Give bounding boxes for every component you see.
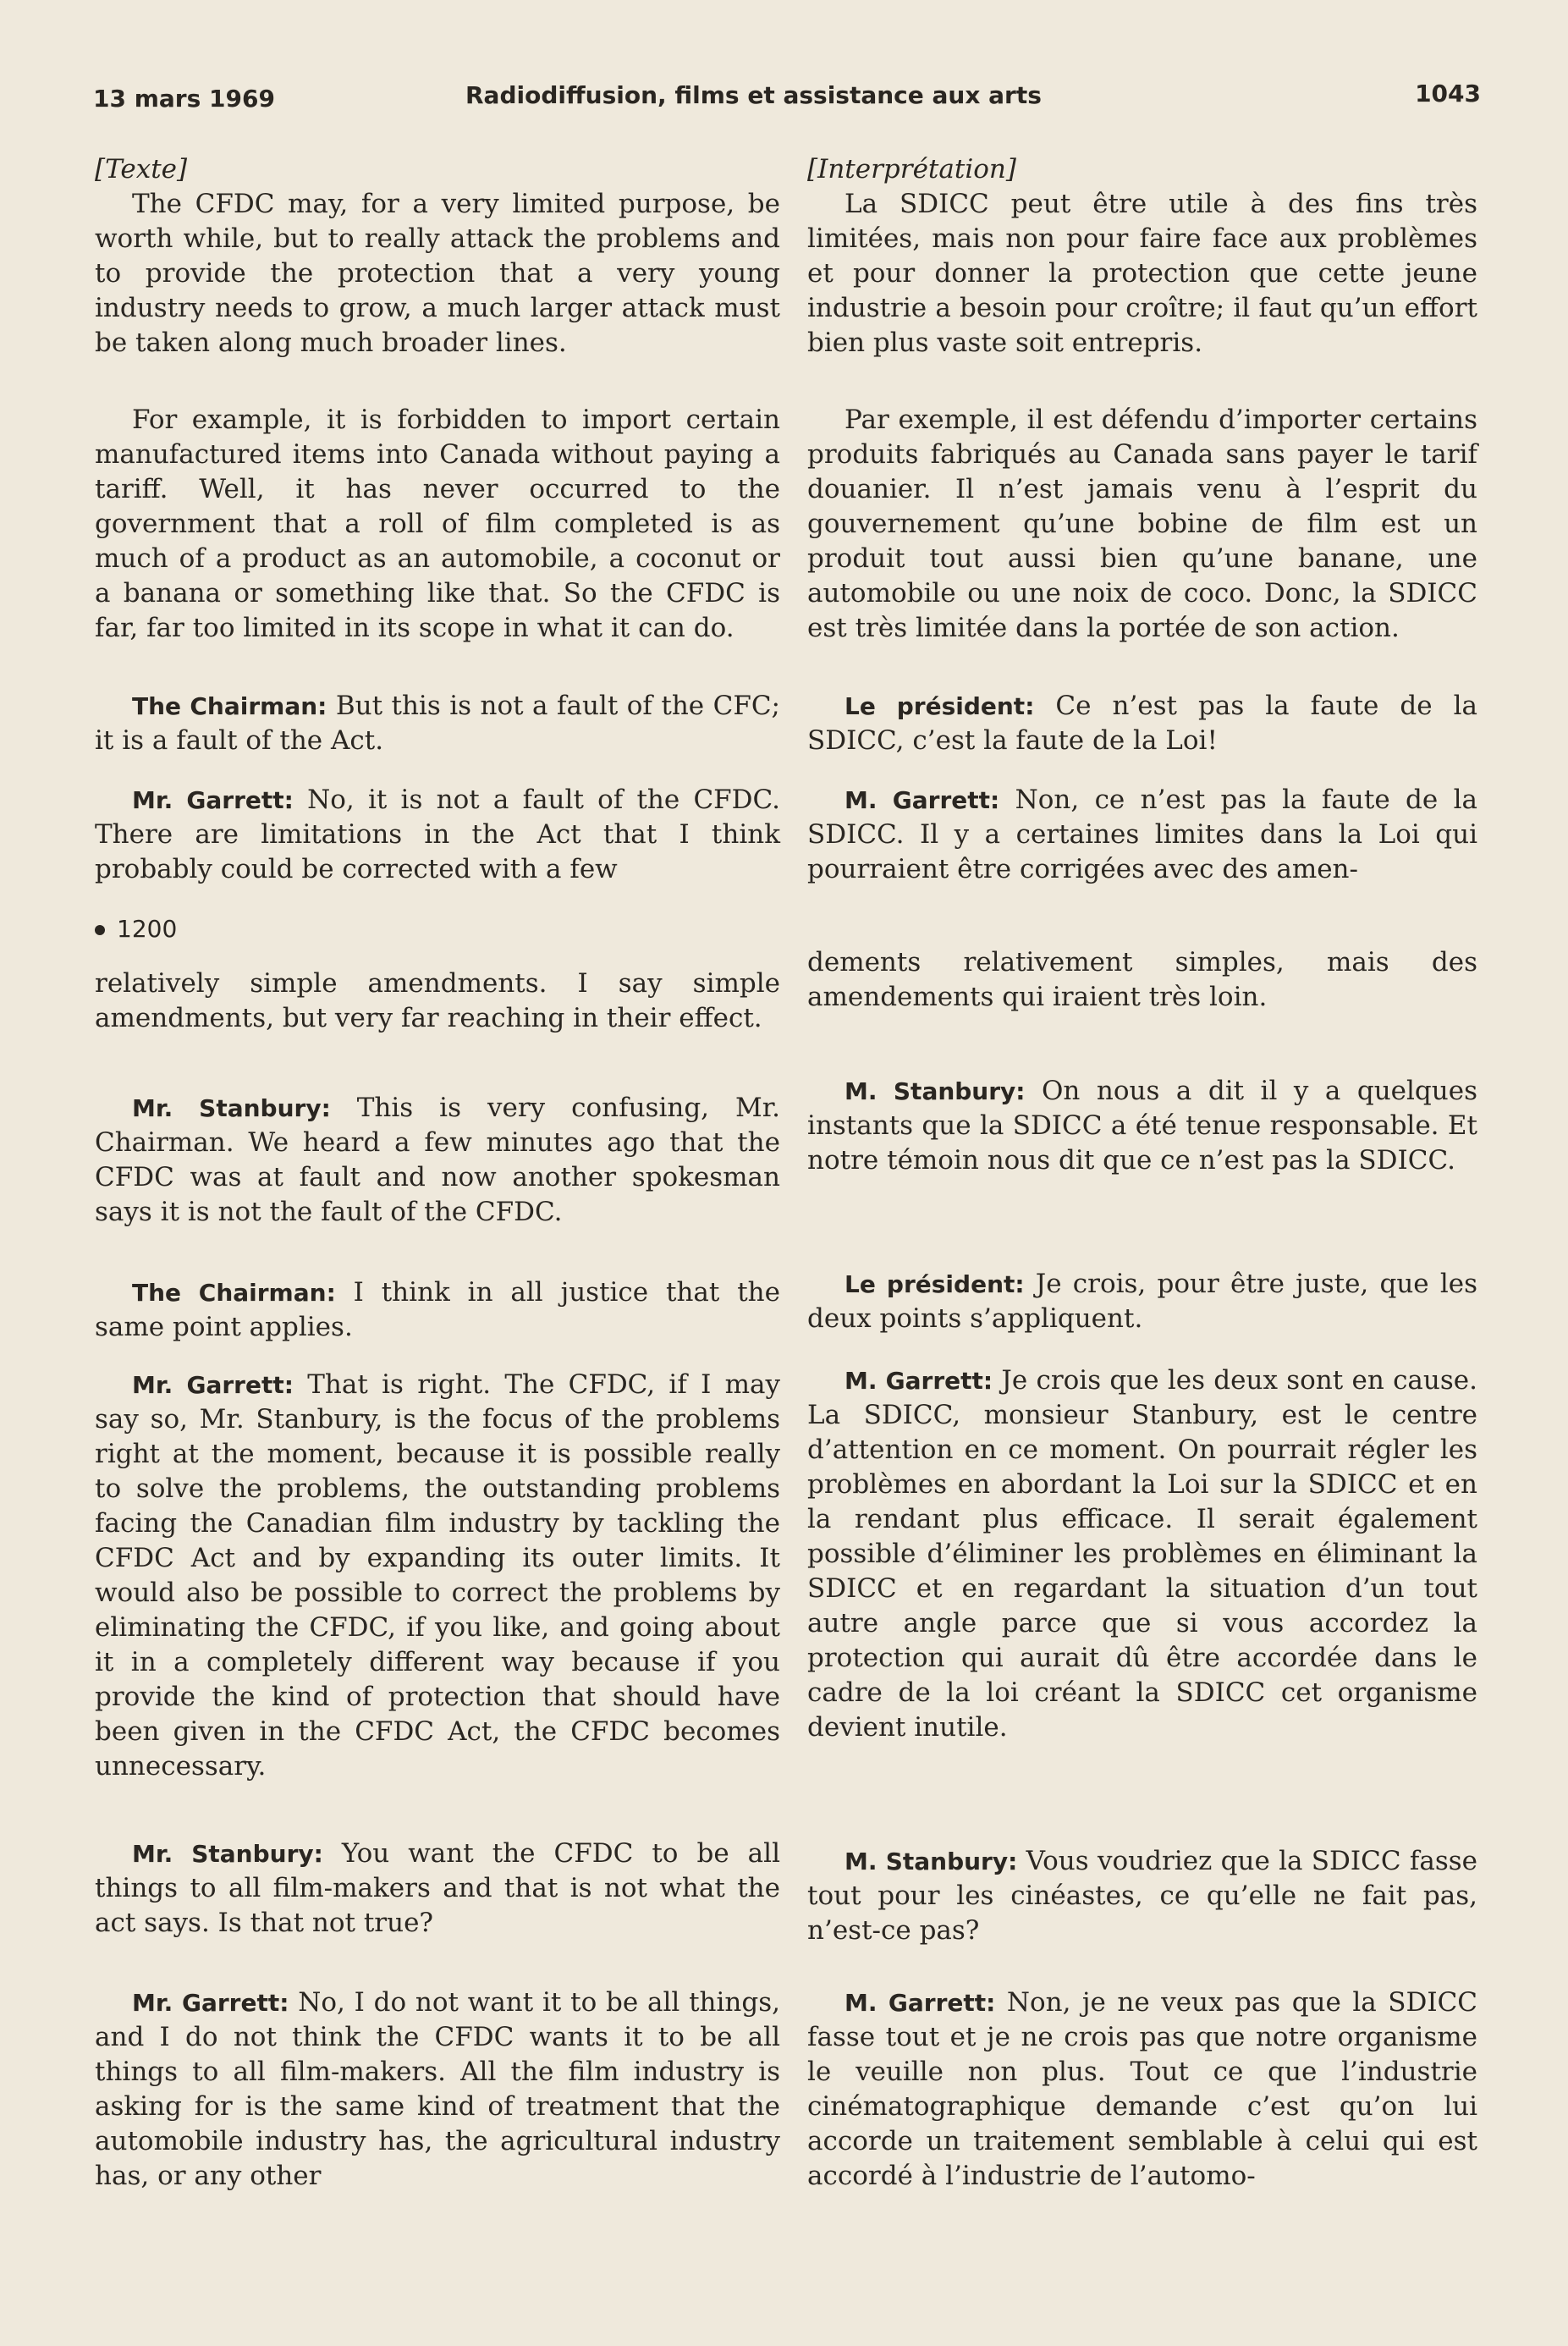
- speaker-name: Le président:: [845, 692, 1035, 720]
- speech-text: On nous a dit il y a quelques instants que la SDICC a été tenue responsable. Et notre témoin nous dit que ce n’est pas la SDICC.: [807, 1076, 1477, 1176]
- speaker-name: M. Garrett:: [845, 1367, 993, 1395]
- speaker-name: M. Garrett:: [845, 1989, 996, 2017]
- speech-text: That is right. The CFDC, if I may say so, Mr. Stanbury, is the focus of the problems right at the moment, because it is possible really to solve the problems, the outstanding problems facing the Canadian film industry by tackling the CFDC Act and by expanding its outer limits. It would also be possible to correct the problems by eliminating the CFDC, if you like, and going about it in a completely different way because if you provide the kind of protection that should have been given in the CFDC Act, the CFDC becomes unnecessary.: [95, 1369, 781, 1782]
- speech-text: Vous voudriez que la SDICC fasse tout pour les cinéastes, ce qu’elle ne fait pas, n’est-ce pas?: [807, 1846, 1477, 1946]
- speech-text: Non, je ne veux pas que la SDICC fasse tout et je ne crois pas que notre organisme le veuille non plus. Tout ce que l’industrie cinématographique demande c’est qu’on lui accorde un traitement semblable à celui qui est accordé à l’industrie de l’automo-: [807, 1987, 1478, 2191]
- speaker-name: Mr. Garrett:: [132, 1989, 289, 2017]
- paragraph: [807, 689, 1477, 758]
- paragraph: La SDICC peut être utile à des fins très limitées, mais non pour faire face aux problèmes et pour donner la protection que cette jeune industrie a besoin pour croître; il faut qu’un effort bien plus vaste soit entrepris.: [807, 189, 1477, 358]
- speaker-name: The Chairman:: [132, 692, 327, 720]
- speech-text: Je crois, pour être juste, que les deux points s’appliquent.: [807, 1269, 1478, 1334]
- speech-text: No, it is not a fault of the CFDC. There are limitations in the Act that I think probably could be corrected with a few: [95, 785, 781, 884]
- paragraph: The CFDC may, for a very limited purpose, be worth while, but to really attack the problems and to provide the protection that a very young industry needs to grow, a much larger attack must be taken along much broader lines.: [95, 189, 780, 358]
- speech-text: You want the CFDC to be all things to all film-makers and that is not what the act says. Is that not true?: [95, 1838, 780, 1938]
- paragraph: [95, 1985, 780, 2194]
- page-number: 1043: [1415, 80, 1481, 107]
- speech-text: Je crois que les deux sont en cause. La SDICC, monsieur Stanbury, est le centre d’attention en ce moment. On pourrait régler les problèmes en abordant la Loi sur la SDICC et en la rendant plus efficace. Il serait également possible d’éliminer les problèmes en éliminant la SDICC et en regardant la situation d’un tout autre angle parce que si vous accordez la protection qui aurait dû être accordée dans le cadre de la loi créant la SDICC cet organisme devient inutile.: [807, 1365, 1477, 1743]
- speaker-name: Mr. Stanbury:: [132, 1094, 331, 1122]
- speaker-name: Mr. Garrett:: [132, 1371, 294, 1399]
- page-header: [93, 74, 1481, 125]
- speaker-name: Le président:: [845, 1270, 1025, 1298]
- speech-text: No, I do not want it to be all things, and I do not think the CFDC wants it to be all things to all film-makers. All the film industry is asking for is the same kind of treatment that the automobile industry has, the agricultural industry has, or any other: [95, 1987, 780, 2191]
- paragraph: [807, 1267, 1477, 1336]
- section-label: [Interprétation]: [807, 154, 1016, 184]
- paragraph: [95, 1368, 780, 1784]
- paragraph: [95, 1275, 780, 1345]
- paragraph: For example, it is forbidden to import certain manufactured items into Canada without paying a tariff. Well, it has never occurred to the government that a roll of film completed is as much of a product as an automobile, a coconut or a banana or something like that. So the CFDC is far, far too limited in its scope in what it can do.: [95, 405, 780, 643]
- speech-text: But this is not a fault of the CFC; it is a fault of the Act.: [95, 691, 780, 756]
- speech-text: I think in all justice that the same point applies.: [95, 1277, 780, 1342]
- speaker-name: M. Garrett:: [845, 786, 1000, 814]
- paragraph: relatively simple amendments. I say simple amendments, but very far reaching in their effect.: [95, 968, 780, 1033]
- paragraph: Par exemple, il est défendu d’importer certains produits fabriqués au Canada sans payer le tarif douanier. Il n’est jamais venu à l’esprit du gouvernement qu’une bobine de film est un produit tout aussi bien qu’une banane, une automobile ou une noix de coco. Donc, la SDICC est très limitée dans la portée de son action.: [807, 405, 1477, 643]
- speech-text: Non, ce n’est pas la faute de la SDICC. Il y a certaines limites dans la Loi qui pourraient être corrigées avec des amen-: [807, 785, 1477, 884]
- speaker-name: M. Stanbury:: [845, 1077, 1026, 1105]
- speaker-name: Mr. Garrett:: [132, 786, 294, 814]
- time-marker: [95, 911, 780, 946]
- header-date: 13 mars 1969: [93, 85, 275, 113]
- time-marker-text: 1200: [117, 915, 178, 943]
- speaker-name: M. Stanbury:: [845, 1848, 1018, 1875]
- speaker-name: The Chairman:: [132, 1279, 336, 1307]
- header-title: Radiodiffusion, films et assistance aux arts: [465, 81, 1042, 109]
- paragraph: [95, 1091, 780, 1230]
- speaker-name: Mr. Stanbury:: [132, 1840, 323, 1868]
- paragraph: dements relativement simples, mais des amendements qui iraient très loin.: [807, 947, 1477, 1012]
- paragraph: [807, 1074, 1477, 1178]
- paragraph: [807, 1363, 1477, 1745]
- paragraph: [95, 783, 780, 887]
- paragraph: [807, 1844, 1477, 1948]
- paragraph: [807, 1985, 1477, 2194]
- bullet-icon: [95, 925, 105, 935]
- speech-text: This is very confusing, Mr. Chairman. We heard a few minutes ago that the CFDC was at fault and now another spokesman says it is not the fault of the CFDC.: [95, 1093, 780, 1227]
- section-label: [Texte]: [95, 154, 188, 184]
- speech-text: Ce n’est pas la faute de la SDICC, c’est la faute de la Loi!: [807, 691, 1477, 756]
- paragraph: [95, 1837, 780, 1941]
- paragraph: [95, 689, 780, 758]
- paragraph: [807, 783, 1477, 887]
